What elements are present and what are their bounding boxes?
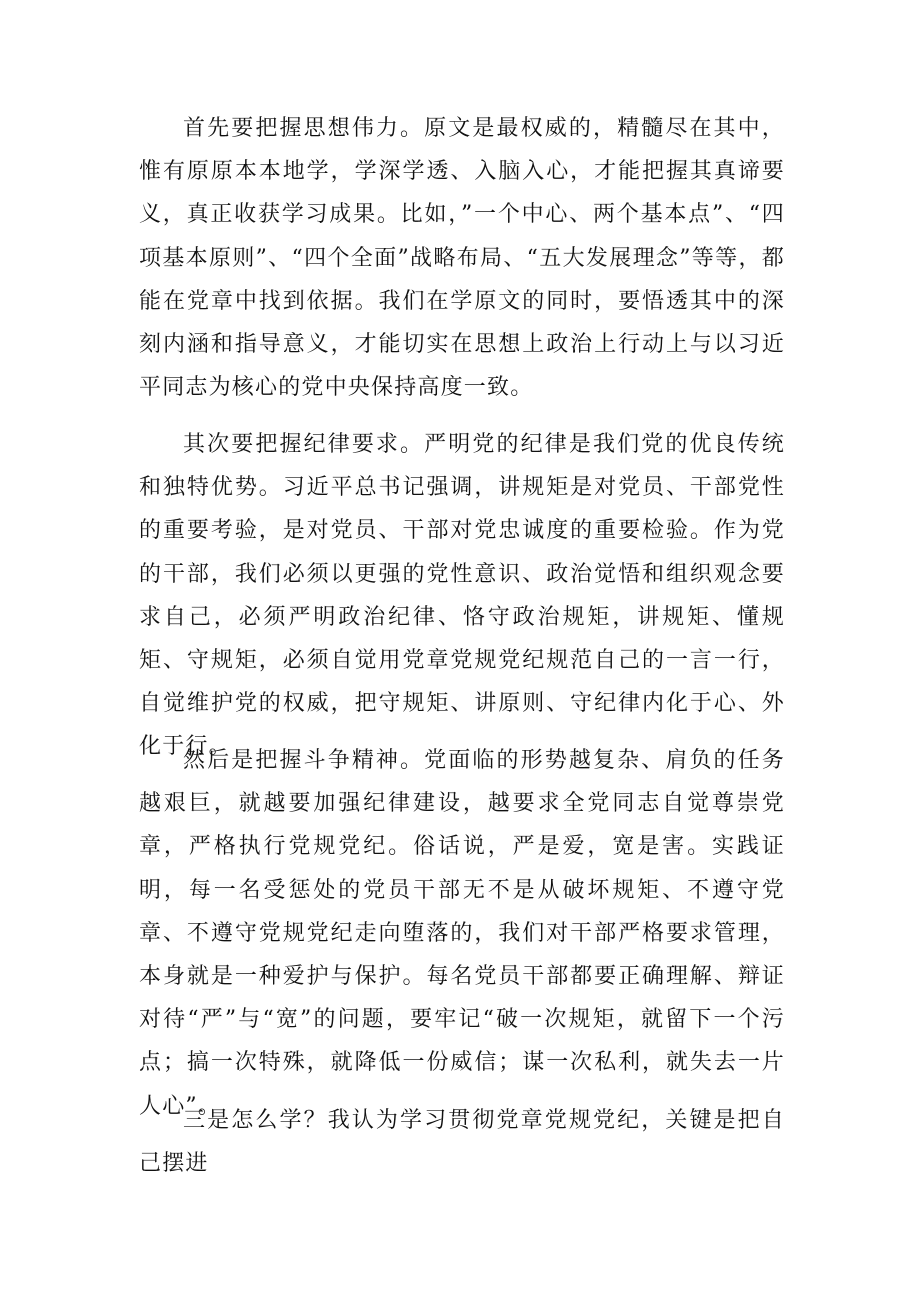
paragraph-grasp-discipline: 其次要把握纪律要求。严明党的纪律是我们党的优良传统和独特优势。习近平总书记强调，讲规矩是对党员、干部党性的重要考验，是对党员、干部对党忠诚度的重要检验。作为党的干部，我们必须以更强的党性意识、政治觉悟和组织观念要求自己，必须严明政治纪律、恪守政治规矩，讲规矩、懂规矩、守规矩，必须自觉用党章党规党纪规范自己的一言一行，自觉维护党的权威，把守规矩、讲原则、守纪律内化于心、外化于行。: [139, 432, 785, 760]
paragraph-grasp-struggle: 然后是把握斗争精神。党面临的形势越复杂、肩负的任务越艰巨，就越要加强纪律建设，越要求全党同志自觉尊崇党章，严格执行党规党纪。俗话说，严是爱，宽是害。实践证明，每一名受惩处的党员干部无不是从破坏规矩、不遵守党章、不遵守党规党纪走向堕落的，我们对干部严格要求管理，本身就是一种爱护与保护。每名党员干部都要正确理解、辩证对待“严”与“宽”的问题，要牢记“破一次规矩，就留下一个污点；搞一次特殊，就降低一份威信；谋一次私利，就失去一片人心”。: [139, 748, 785, 1119]
paragraph-grasp-thought: 首先要把握思想伟力。原文是最权威的，精髓尽在其中，惟有原原本本地学，学深学透、入脑入心，才能把握其真谛要义，真正收获学习成果。比如，”一个中心、两个基本点”、“四项基本原则”、“四个全面”战略布局、“五大发展理念”等等，都能在党章中找到依据。我们在学原文的同时，要悟透其中的深刻内涵和指导意义，才能切实在思想上政治上行动上与以习近平同志为核心的党中央保持高度一致。: [139, 116, 785, 401]
paragraph-how-to-learn: 三是怎么学？我认为学习贯彻党章党规党纪，关键是把自己摆进: [139, 1108, 785, 1177]
